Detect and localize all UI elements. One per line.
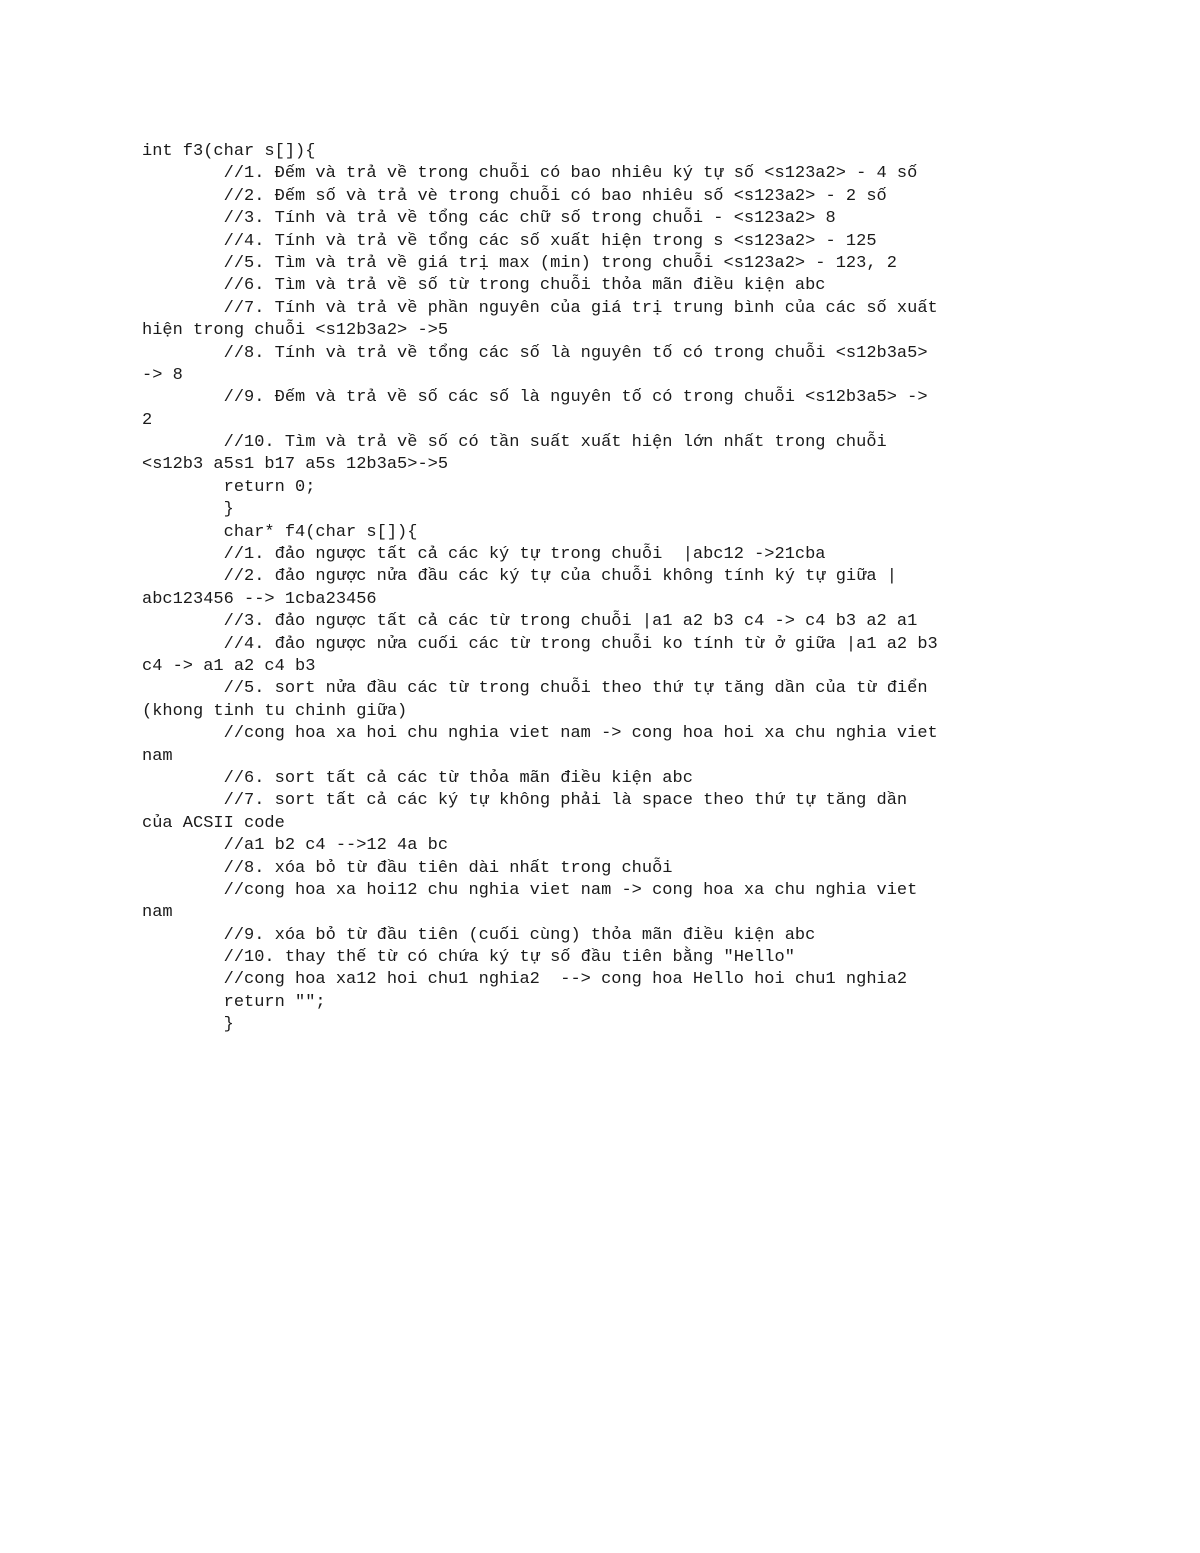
- code-line: }: [142, 500, 234, 520]
- code-line: nam: [142, 903, 173, 923]
- code-line: abc123456 --> 1cba23456: [142, 589, 377, 609]
- code-line: //6. Tìm và trả về số từ trong chuỗi thỏa mãn điều kiện abc: [142, 276, 826, 296]
- code-line: //5. Tìm và trả về giá trị max (min) trong chuỗi <s123a2> - 123, 2: [142, 253, 897, 273]
- code-line: nam: [142, 746, 173, 766]
- code-line: //cong hoa xa12 hoi chu1 nghia2 --> cong hoa Hello hoi chu1 nghia2: [142, 970, 908, 990]
- code-line: //cong hoa xa hoi12 chu nghia viet nam -> cong hoa xa chu nghia viet: [142, 880, 918, 900]
- code-line: 2: [142, 410, 153, 430]
- code-line: return "";: [142, 992, 326, 1012]
- code-line: //7. Tính và trả về phần nguyên của giá trị trung bình của các số xuất: [142, 298, 938, 318]
- code-line: //2. đảo ngược nửa đầu các ký tự của chuỗi không tính ký tự giữa |: [142, 567, 897, 587]
- code-line: //3. đảo ngược tất cả các từ trong chuỗi |a1 a2 b3 c4 -> c4 b3 a2 a1: [142, 612, 918, 632]
- code-line: //7. sort tất cả các ký tự không phải là space theo thứ tự tăng dần: [142, 791, 908, 811]
- code-text-block: [142, 141, 1072, 1037]
- code-line: -> 8: [142, 365, 183, 385]
- code-line: //3. Tính và trả về tổng các chữ số trong chuỗi - <s123a2> 8: [142, 209, 836, 229]
- code-line: //8. Tính và trả về tổng các số là nguyên tố có trong chuỗi <s12b3a5>: [142, 343, 928, 363]
- code-line: return 0;: [142, 477, 316, 497]
- code-line: c4 -> a1 a2 c4 b3: [142, 656, 316, 676]
- code-line: //1. Đếm và trả về trong chuỗi có bao nhiêu ký tự số <s123a2> - 4 số: [142, 164, 918, 184]
- code-line: //2. Đếm số và trả vè trong chuỗi có bao nhiêu số <s123a2> - 2 số: [142, 186, 887, 206]
- code-line: //10. Tìm và trả về số có tần suất xuất hiện lớn nhất trong chuỗi: [142, 433, 887, 453]
- code-line: //8. xóa bỏ từ đầu tiên dài nhất trong chuỗi: [142, 858, 673, 878]
- code-line: char* f4(char s[]){: [142, 522, 418, 542]
- code-line: hiện trong chuỗi <s12b3a2> ->5: [142, 321, 449, 341]
- code-line: (khong tinh tu chinh giữa): [142, 701, 408, 721]
- code-line: //4. đảo ngược nửa cuối các từ trong chuỗi ko tính từ ở giữa |a1 a2 b3: [142, 634, 938, 654]
- code-line: //1. đảo ngược tất cả các ký tự trong chuỗi |abc12 ->21cba: [142, 545, 826, 565]
- code-line: }: [142, 1015, 234, 1035]
- code-line: <s12b3 a5s1 b17 a5s 12b3a5>->5: [142, 455, 449, 475]
- code-line: //10. thay thế từ có chứa ký tự số đầu tiên bằng "Hello": [142, 948, 795, 968]
- code-line: //9. Đếm và trả về số các số là nguyên tố có trong chuỗi <s12b3a5> ->: [142, 388, 928, 408]
- code-line: int f3(char s[]){: [142, 142, 316, 161]
- code-line: của ACSII code: [142, 813, 285, 833]
- code-line: //6. sort tất cả các từ thỏa mãn điều kiện abc: [142, 768, 693, 788]
- code-line: //a1 b2 c4 -->12 4a bc: [142, 836, 449, 856]
- code-line: //cong hoa xa hoi chu nghia viet nam -> cong hoa hoi xa chu nghia viet: [142, 724, 938, 744]
- code-line: //9. xóa bỏ từ đầu tiên (cuối cùng) thỏa mãn điều kiện abc: [142, 925, 816, 945]
- code-line: //5. sort nửa đầu các từ trong chuỗi theo thứ tự tăng dần của từ điển: [142, 679, 928, 699]
- code-line: //4. Tính và trả về tổng các số xuất hiện trong s <s123a2> - 125: [142, 231, 877, 251]
